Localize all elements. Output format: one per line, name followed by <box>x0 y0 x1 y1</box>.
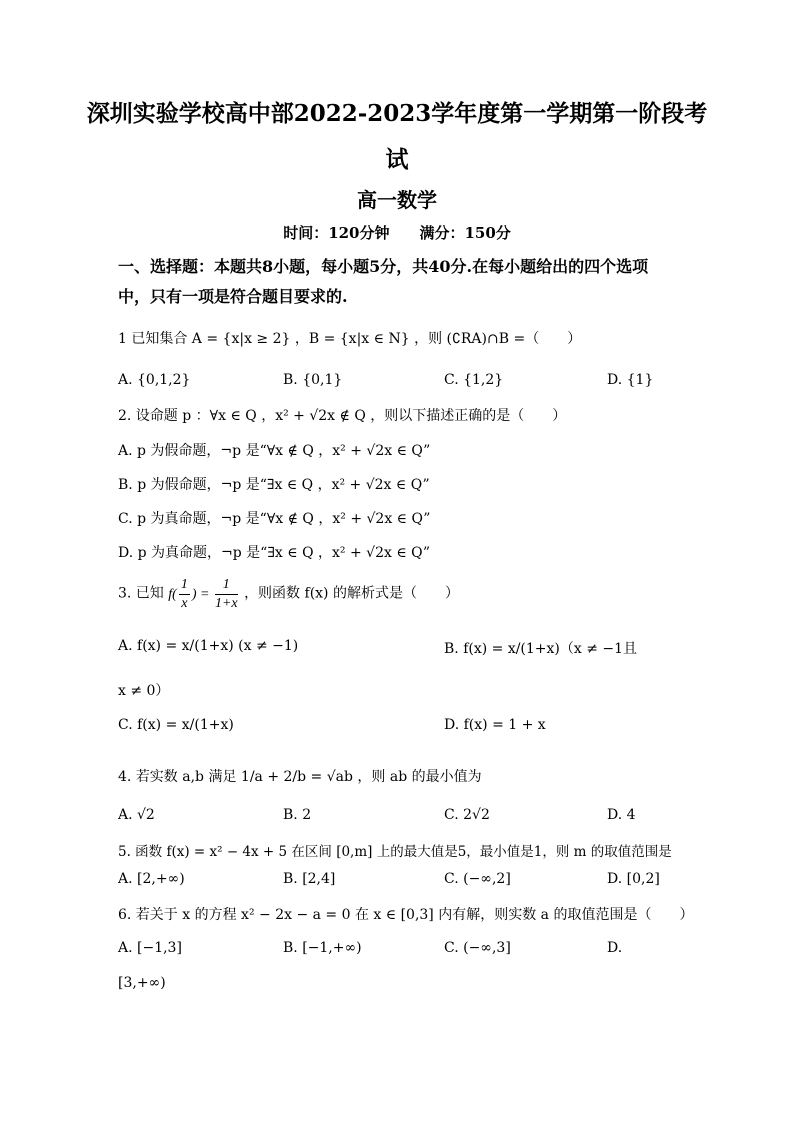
q6-option-d: D. <box>607 940 623 956</box>
section-heading-line2: 中，只有一项是符合题目要求的. <box>118 287 348 306</box>
q3-option-d: D. f(x) = 1 + x <box>444 717 546 733</box>
question-4-stem: 4. 若实数 a,b 满足 1/a + 2/b = √ab ，则 ab 的最小值为 <box>118 769 482 785</box>
question-5-stem: 5. 函数 f(x) = x² − 4x + 5 在区间 [0,m] 上的最大值是5，最小值是1，则 m 的取值范围是 <box>118 844 672 860</box>
q1-option-a: A. {0,1,2} <box>118 372 191 388</box>
q4-option-d: D. 4 <box>607 807 636 823</box>
q6-option-d-continued: [3,+∞) <box>118 975 166 991</box>
q5-option-a: A. [2,+∞) <box>118 871 185 887</box>
q6-option-a: A. [−1,3] <box>118 940 182 956</box>
exam-title-line2: 试 <box>385 146 409 173</box>
q5-option-b: B. [2,4] <box>283 871 336 887</box>
q3-stem-prefix: 3. 已知 <box>118 585 164 602</box>
question-3-stem <box>118 576 459 613</box>
q3-option-b-continued: x ≠ 0） <box>118 683 170 699</box>
q1-option-c: C. {1,2} <box>444 372 504 388</box>
subject-title: 高一数学 <box>357 188 437 212</box>
q5-option-d: D. [0,2] <box>607 871 660 887</box>
question-6-stem: 6. 若关于 x 的方程 x² − 2x − a = 0 在 x ∈ [0,3] 内有解，则实数 a 的取值范围是（ ） <box>118 907 694 923</box>
question-1-stem: 1 已知集合 A = {x|x ≥ 2} ，B = {x|x ∈ N} ，则 (∁RA)∩B =（ ） <box>118 331 582 347</box>
q3-option-c: C. f(x) = x/(1+x) <box>118 717 234 733</box>
q4-option-a: A. √2 <box>118 807 155 823</box>
q6-option-c: C. (−∞,3] <box>444 940 511 956</box>
q2-option-a: A. p 为假命题，¬p 是“∀x ∉ Q ，x² + √2x ∈ Q” <box>118 443 431 459</box>
q2-option-d: D. p 为真命题，¬p 是“∃x ∈ Q ，x² + √2x ∈ Q” <box>118 545 431 561</box>
q1-option-d: D. {1} <box>607 372 654 388</box>
q1-option-b: B. {0,1} <box>283 372 343 388</box>
q3-option-a: A. f(x) = x/(1+x) (x ≠ −1) <box>118 638 299 654</box>
q5-option-c: C. (−∞,2] <box>444 871 511 887</box>
question-2-stem: 2. 设命题 p ：∀x ∈ Q ，x² + √2x ∉ Q ，则以下描述正确的是（ ） <box>118 408 567 424</box>
q4-option-b: B. 2 <box>283 807 312 823</box>
exam-title-line1: 深圳实验学校高中部2022-2023学年度第一学期第一阶段考 <box>86 100 708 127</box>
q3-option-b: B. f(x) = x/(1+x)（x ≠ −1且 <box>444 641 638 657</box>
q3-formula: f( $\frac{1}{x}$ ) = $\frac{1}{1+x}$ <box>168 577 238 611</box>
q4-option-c: C. 2√2 <box>444 807 490 823</box>
q2-option-b: B. p 为假命题，¬p 是“∃x ∈ Q ，x² + √2x ∈ Q” <box>118 477 430 493</box>
q3-stem-suffix: ，则函数 f(x) 的解析式是（ ） <box>244 585 459 602</box>
q2-option-c: C. p 为真命题，¬p 是“∀x ∉ Q ，x² + √2x ∈ Q” <box>118 511 431 527</box>
exam-info: 时间：120分钟 满分：150分 <box>283 224 511 242</box>
section-heading-line1: 一、选择题：本题共8小题，每小题5分，共40分.在每小题给出的四个选项 <box>118 257 649 276</box>
q6-option-b: B. [−1,+∞) <box>283 940 362 956</box>
